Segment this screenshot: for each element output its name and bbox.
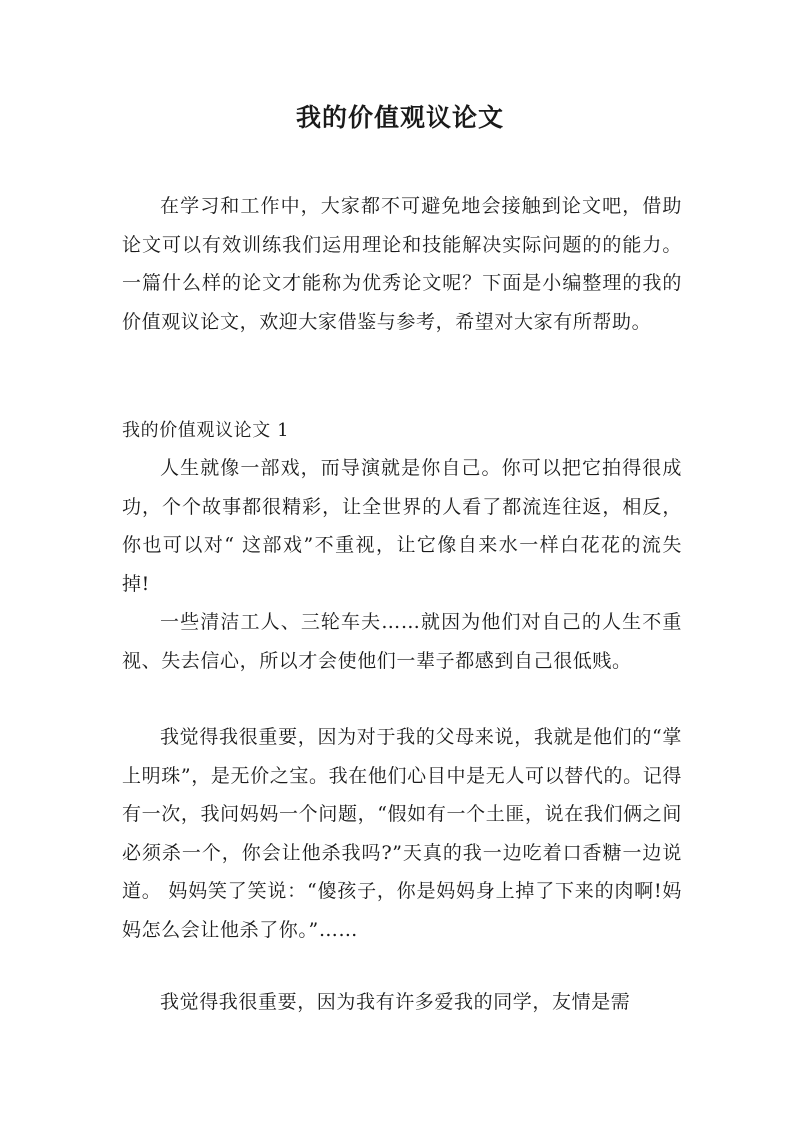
body-paragraph-4: 我觉得我很重要，因为我有许多爱我的同学，友情是需	[160, 991, 631, 1013]
body-paragraph-3: 我觉得我很重要，因为对于我的父母来说，我就是他们的“掌上明珠”，是无价之宝。我在他们心目中是无人可以替代的。记得有一次，我问妈妈一个问题，“假如有一个土匪，说在我们俩之间必须杀一个，你会让他杀我吗?”天真的我一边吃着口香糖一边说道。 妈妈笑了笑说：“傻孩子，你是妈妈身上掉了下来的肉啊!妈妈怎么会让他杀了你。”……	[122, 726, 682, 941]
body-paragraph-2: 一些清洁工人、三轮车夫……就因为他们对自己的人生不重视、失去信心，所以才会使他们一辈子都感到自己很低贱。	[122, 611, 682, 672]
section-heading: 我的价值观议论文 1	[122, 420, 290, 441]
body-paragraph-1: 人生就像一部戏，而导演就是你自己。你可以把它拍得很成功，个个故事都很精彩，让全世界的人看了都流连往返，相反，你也可以对“ 这部戏”不重视，让它像自来水一样白花花的流失掉!	[122, 457, 682, 595]
document-title: 我的价值观议论文	[295, 103, 504, 132]
intro-paragraph: 在学习和工作中，大家都不可避免地会接触到论文吧，借助论文可以有效训练我们运用理论和技能解决实际问题的的能力。一篇什么样的论文才能称为优秀论文呢？下面是小编整理的我的价值观议论文，欢迎大家借鉴与参考，希望对大家有所帮助。	[122, 195, 682, 333]
